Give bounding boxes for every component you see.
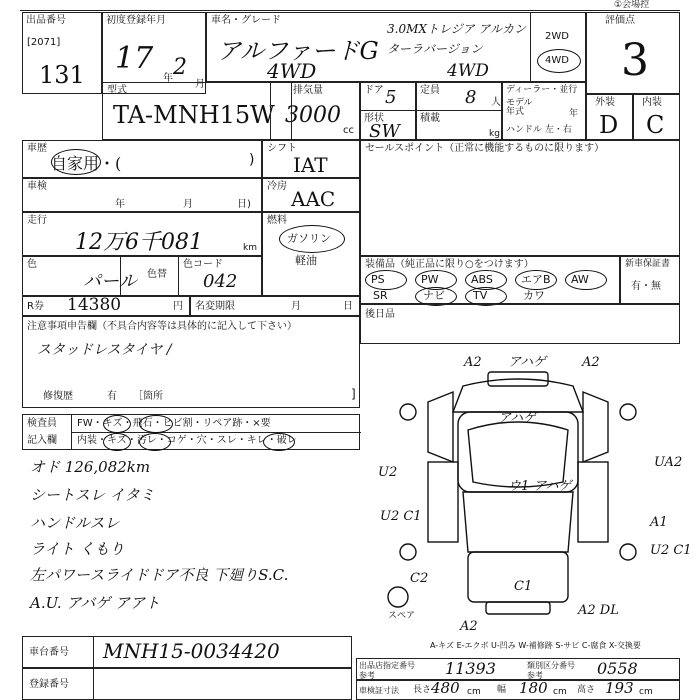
load-box [416, 110, 502, 140]
equipment-item: TV [473, 289, 488, 302]
sales-point-box [360, 140, 680, 256]
mark-left-rear: C2 [410, 571, 429, 586]
later-date-box [360, 304, 680, 344]
caution-box [22, 316, 360, 408]
load-label: 積載 [420, 113, 440, 124]
later-date-label: 後日品 [365, 309, 395, 320]
inspection-day-unit: 日) [237, 199, 251, 210]
recycle-label: R券 [27, 301, 44, 312]
handle-label: ハンドル 左・右 [506, 125, 572, 135]
mark-tailgate: C1 [514, 579, 533, 594]
left-side-panel [428, 462, 458, 542]
car-4wd-right: 4WD [447, 61, 489, 81]
capacity-label: 定員 [420, 85, 440, 96]
checks-row1: FW・キズ・飛石・ヒビ割・リペア跡・×要 [77, 418, 271, 429]
model-year-label: モデル年式 [506, 98, 533, 117]
inspection-month-unit: 月 [183, 199, 193, 210]
interior-box [633, 94, 680, 140]
score-value: 3 [621, 35, 649, 86]
usage-value: 自家用・( [51, 154, 122, 173]
width-unit: cm [553, 687, 567, 697]
width-value: 180 [519, 679, 548, 697]
drive-4wd-circle [537, 49, 581, 73]
color-box [22, 256, 262, 296]
check-wear-circle [263, 433, 295, 451]
mark-roof: ウ1 アハゲ [508, 479, 572, 494]
first-reg-year: 17 [115, 41, 154, 76]
equipment-circle [365, 270, 407, 290]
mileage-value: 12万6千081 [75, 230, 203, 255]
warranty-box [620, 256, 680, 304]
color-code: 042 [203, 271, 238, 292]
displacement-box [270, 82, 360, 140]
caution-label: 注意事項申告欄（不具合内容等は具体的に記入して下さい） [27, 321, 297, 332]
repair-place: ［箇所 [133, 391, 163, 402]
recycle-unit: 円 [173, 301, 183, 312]
sales-point-label: セールスポイント（正常に機能するものに限ります） [365, 143, 605, 154]
comment-line: オド 126,082km [30, 458, 151, 476]
drive-4wd: 4WD [545, 55, 569, 66]
model-year-unit: 年 [569, 109, 579, 119]
inspection-year-unit: 年 [115, 199, 125, 210]
dealer-label: ディーラー・並行 [506, 85, 578, 95]
color-swap-label: 色替 [147, 269, 167, 280]
warranty-label: 新車保証書 [625, 259, 671, 269]
model-box [102, 82, 292, 140]
capacity-unit: 人 [491, 97, 501, 108]
right-side-panel [578, 462, 608, 542]
height-unit: cm [639, 687, 653, 697]
fuel-gasoline: ガソリン [287, 232, 331, 245]
ac-value: AAC [291, 187, 336, 211]
capacity-box [416, 82, 502, 111]
length-value: 480 [431, 679, 460, 697]
shape-box [360, 110, 416, 140]
diagram-legend: A-キズ E-エクボ U-凹み W-補修跡 S-サビ C-腐食 X-交換要 [430, 641, 641, 650]
hood-outline [453, 379, 583, 412]
color-divider [178, 256, 179, 296]
chassis-box [22, 636, 352, 668]
reg-box [22, 668, 352, 700]
rear-glass [463, 492, 573, 552]
equipment-item: AW [571, 273, 589, 286]
exhibitor-label: 出品店指定番号 [359, 661, 415, 670]
chassis-label: 車台番号 [29, 647, 69, 658]
top-rule [20, 10, 680, 11]
repair-value: 有 [107, 391, 117, 402]
left-fender [428, 392, 453, 462]
rear-left-tire [400, 544, 416, 560]
name-change-day: 日 [343, 301, 353, 312]
inspector-label: 検査員 [27, 418, 57, 429]
length-label: 長さ [413, 685, 432, 695]
front-right-tire [620, 404, 636, 420]
equipment-circle [515, 270, 557, 290]
month-unit: 月 [195, 79, 205, 90]
chassis-value: MNH15-0034420 [103, 639, 280, 663]
doors-label: ドア [364, 85, 384, 96]
first-reg-label: 初度登録年月 [106, 15, 166, 26]
roof-panel [468, 422, 568, 487]
mark-hood: アハゲ [498, 411, 536, 426]
comment-line: 左パワースライドドア不良 下廻りS.C. [30, 566, 289, 584]
venue-label: ①会場控 [614, 0, 650, 10]
caution-value: スタッドレスタイヤ / [37, 342, 172, 358]
ac-label: 冷房 [267, 181, 287, 192]
class-ref-label: 参考 [527, 671, 543, 680]
size-box [356, 680, 680, 700]
fuel-box [262, 212, 360, 296]
exhibitor-box [356, 658, 680, 680]
equipment-item: カワ [523, 289, 545, 302]
mark-left-fender: U2 [378, 465, 398, 480]
doors-value: 5 [385, 87, 397, 108]
class-label: 類別区分番号 [527, 661, 575, 670]
fuel-gasoline-circle [279, 225, 345, 253]
mileage-label: 走行 [27, 215, 47, 226]
kg-unit: kg [489, 129, 500, 139]
front-left-tire [400, 404, 416, 420]
equipment-circle [565, 270, 607, 290]
repair-close: ] [351, 387, 356, 401]
exterior-box [586, 94, 633, 140]
mark-front-center: アハゲ [508, 355, 546, 370]
reg-size-label: 車検証寸法 [359, 686, 399, 695]
mark-left-door: U2 C1 [380, 509, 422, 524]
inspection-box [22, 178, 262, 212]
interior-grade: C [646, 111, 665, 139]
inspection-label: 車検 [27, 181, 47, 192]
car-grade: 3.0MXトレジア アルカンターラバージョン [387, 22, 526, 56]
lot-label: 出品番号 [26, 15, 66, 26]
tailgate [468, 552, 568, 602]
class-value: 0558 [597, 659, 638, 678]
right-fender [583, 392, 608, 462]
comment-line: ハンドルスレ [30, 514, 120, 532]
name-change-label: 名変期限 [195, 301, 235, 312]
entry-label: 記入欄 [27, 435, 57, 446]
comment-line: シートスレ イタミ [30, 486, 155, 504]
mark-rear-right: A2 DL [578, 603, 619, 618]
equipment-label: 装備品（純正品に限り○をつけます） [365, 259, 534, 270]
equipment-box [360, 256, 620, 304]
width-label: 幅 [497, 685, 507, 695]
mark-right-rear: U2 C1 [650, 543, 692, 558]
color-divider-2 [120, 256, 121, 296]
repair-label: 修復歴 [43, 391, 73, 402]
chassis-divider [93, 637, 94, 667]
height-value: 193 [605, 679, 634, 697]
check-dirt-circle [139, 433, 171, 451]
rear-right-tire [620, 544, 636, 560]
car-4wd-left: 4WD [267, 59, 317, 83]
displacement-value: 3000 [285, 103, 341, 128]
capacity-value: 8 [465, 87, 477, 108]
car-name: アルファードG [217, 37, 379, 65]
equipment-item: PS [371, 273, 385, 286]
mark-front-left: A2 [464, 355, 482, 370]
mark-front-right: A2 [582, 355, 600, 370]
exterior-label: 外装 [595, 97, 615, 108]
lot-code: [2071] [27, 37, 61, 48]
check-int-scratch-circle [103, 433, 131, 451]
usage-circle [51, 149, 101, 175]
drive-2wd: 2WD [545, 31, 569, 42]
checks-box [22, 414, 360, 450]
equipment-item: PW [421, 273, 439, 286]
shape-value: SW [369, 121, 400, 142]
warranty-value: 有・無 [631, 281, 661, 292]
equipment-item: SR [373, 289, 388, 302]
reg-divider [93, 669, 94, 699]
score-label: 評価点 [605, 15, 635, 26]
check-chip-circle [139, 415, 173, 433]
first-reg-month: 2 [173, 55, 187, 80]
name-change-box [190, 296, 360, 316]
usage-box [22, 140, 262, 178]
color-label: 色 [27, 259, 37, 270]
shape-label: 形状 [364, 113, 384, 124]
check-scratch-circle [103, 415, 131, 433]
mileage-unit: km [243, 243, 257, 253]
lot-number: 131 [39, 61, 85, 89]
mileage-box [22, 212, 262, 256]
fuel-diesel: 軽油 [295, 254, 317, 267]
mark-spare: スペア [388, 611, 416, 621]
displacement-label: 排気量 [293, 85, 323, 96]
color-value: パール [83, 271, 137, 292]
checks-row2: 内装・キズ・汚レ・コゲ・穴・スレ・キレ・破レ [77, 435, 297, 446]
damage-diagram [368, 352, 692, 634]
ac-box [262, 178, 360, 212]
recycle-value: 14380 [67, 295, 122, 315]
interior-label: 内装 [642, 97, 662, 108]
drive-box [530, 12, 586, 82]
comment-line: ライト くもり [30, 540, 125, 558]
mark-right-fender: UA2 [654, 455, 683, 470]
mark-right-door: A1 [650, 515, 668, 530]
year-unit: 年 [163, 73, 173, 84]
shift-label: シフト [267, 143, 297, 154]
ref-label: 参考 [359, 671, 375, 680]
shift-value: IAT [293, 153, 328, 177]
model-label: 型式 [107, 85, 127, 96]
reg-label: 登録番号 [29, 679, 69, 690]
usage-label: 車歴 [27, 143, 47, 154]
length-unit: cm [467, 687, 481, 697]
usage-close: ) [249, 152, 255, 168]
score-box [586, 12, 680, 94]
car-name-box [206, 12, 586, 82]
lot-box [22, 12, 102, 94]
equipment-item: ABS [471, 273, 493, 286]
color-code-label: 色コード [183, 259, 223, 270]
fuel-label: 燃料 [267, 215, 287, 226]
exterior-grade: D [599, 111, 619, 139]
shift-box [262, 140, 360, 178]
rear-bumper [486, 602, 550, 614]
equipment-item: ナビ [423, 289, 445, 302]
mark-rear-left: A2 [460, 619, 478, 634]
dealer-box [502, 82, 586, 140]
comment-line: A.U. アバゲ アアト [30, 594, 160, 612]
height-label: 高さ [577, 685, 596, 695]
exhibitor-value: 11393 [445, 659, 496, 678]
recycle-box [22, 296, 190, 316]
cc-unit: cc [343, 125, 354, 136]
name-change-month: 月 [291, 301, 301, 312]
model-value: TA-MNH15W [113, 101, 275, 129]
car-name-label: 車名・グレード [211, 15, 281, 26]
doors-box [360, 82, 416, 111]
equipment-item: エアB [521, 273, 551, 286]
spare-tire [388, 587, 408, 607]
